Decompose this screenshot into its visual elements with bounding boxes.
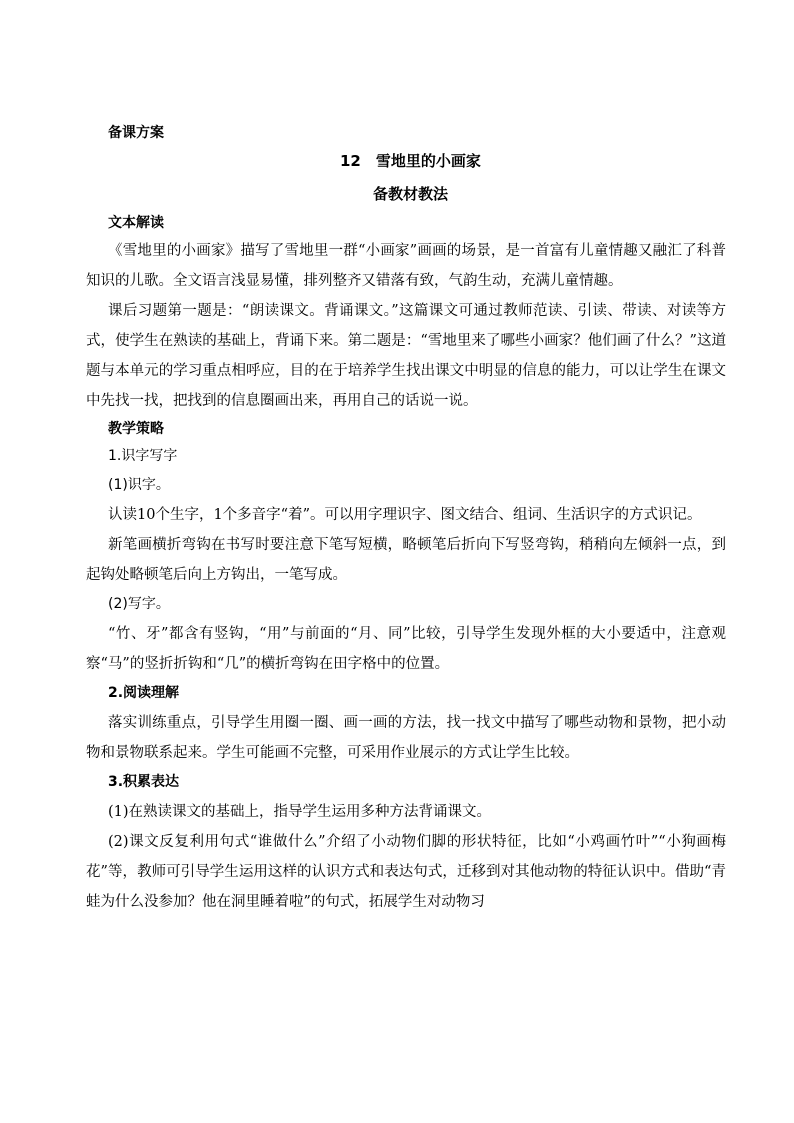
- subheading-literacy: 1.识字写字: [108, 448, 178, 464]
- paragraph: 《雪地里的小画家》描写了雪地里一群“小画家”画画的场景，是一首富有儿童情趣又融汇了科普知识的儿歌。全文语言浅显易懂，排列整齐又错落有致，气韵生动，充满儿童情趣。: [86, 243, 726, 289]
- paragraph: 落实训练重点，引导学生用圈一圈、画一画的方法，找一找文中描写了哪些动物和景物，把小动物和景物联系起来。学生可能画不完整，可采用作业展示的方式让学生比较。: [86, 715, 726, 761]
- lesson-subtitle: 备教材教法: [373, 185, 449, 203]
- paragraph: “竹、牙”都含有竖钩，“用”与前面的“月、同”比较，引导学生发现外框的大小要适中，注意观察“马”的竖折折钩和“几”的横折弯钩在田字格中的位置。: [86, 626, 726, 672]
- document-header: 备课方案: [108, 125, 164, 141]
- section-heading-text-reading: 文本解读: [108, 215, 164, 231]
- subheading-recognition: (1)识字。: [108, 477, 170, 493]
- subheading-writing: (2)写字。: [108, 596, 170, 612]
- paragraph: 课后习题第一题是：“朗读课文。背诵课文。”这篇课文可通过教师范读、引读、带读、对读等方式，使学生在熟读的基础上，背诵下来。第二题是：“雪地里来了哪些小画家？他们画了什么？”这道题与本单元的学习重点相呼应，目的在于培养学生找出课文中明显的信息的能力，可以让学生在课文中先找一找，把找到的信息圈画出来，再用自己的话说一说。: [86, 303, 726, 409]
- paragraph: (1)在熟读课文的基础上，指导学生运用多种方法背诵课文。: [108, 804, 492, 820]
- lesson-title: 12 雪地里的小画家: [340, 152, 481, 170]
- section-heading-teaching-strategy: 教学策略: [108, 421, 164, 437]
- document-body: [86, 210, 726, 917]
- paragraph: (2)课文反复利用句式“谁做什么”介绍了小动物们脚的形状特征，比如“小鸡画竹叶”“小狗画梅花”等，教师可引导学生运用这样的认识方式和表达句式，迁移到对其他动物的特征认识中。借助“青蛙为什么没参加？他在洞里睡着啦”的句式，拓展学生对动物习: [86, 834, 726, 910]
- paragraph: 认读10个生字，1个多音字“着”。可以用字理识字、图文结合、组词、生活识字的方式识记。: [108, 507, 702, 523]
- subheading-accumulation-expression: 3.积累表达: [108, 774, 180, 790]
- paragraph: 新笔画横折弯钩在书写时要注意下笔写短横，略顿笔后折向下写竖弯钩，稍稍向左倾斜一点，到起钩处略顿笔后向上方钩出，一笔写成。: [86, 537, 726, 583]
- subheading-reading-comprehension: 2.阅读理解: [108, 685, 180, 701]
